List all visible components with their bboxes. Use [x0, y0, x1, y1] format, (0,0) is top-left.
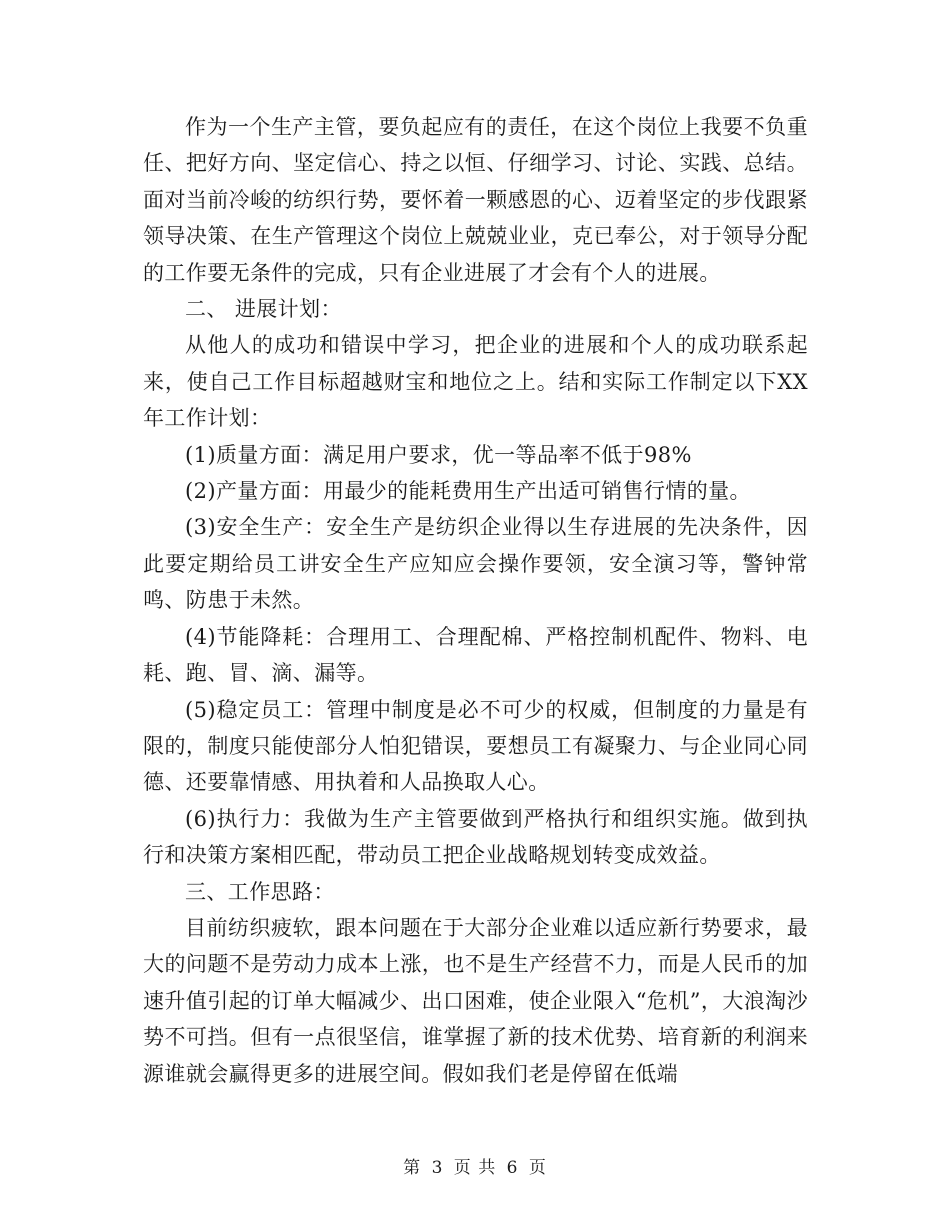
- list-item-execution: (6)执行力：我做为生产主管要做到严格执行和组织实施。做到执行和决策方案相匹配，带动员工把企业战略规划转变成效益。: [143, 806, 808, 868]
- list-item-energy: (4)节能降耗：合理用工、合理配棉、严格控制机配件、物料、电耗、跑、冒、滴、漏等。: [143, 624, 808, 686]
- paragraph-learning: 从他人的成功和错误中学习，把企业的进展和个人的成功联系起来，使自己工作目标超越财宝和地位之上。结和实际工作制定以下XX年工作计划：: [143, 333, 808, 431]
- footer-suffix: 页: [528, 1158, 547, 1178]
- footer-middle: 页 共: [453, 1158, 497, 1178]
- footer-total-pages: 6: [506, 1158, 519, 1178]
- list-item-output: (2)产量方面：用最少的能耗费用生产出适可销售行情的量。: [185, 479, 751, 504]
- list-item-staff: (5)稳定员工：管理中制度是必不可少的权威，但制度的力量是有限的，制度只能使部分人怕犯错误，要想员工有凝聚力、与企业同心同德、还要靠情感、用执着和人品换取人心。: [143, 697, 808, 795]
- footer-prefix: 第: [403, 1158, 422, 1178]
- heading-work-approach: 三、工作思路：: [185, 879, 335, 904]
- heading-development-plan: 二、 进展计划：: [185, 297, 342, 322]
- paragraph-textile-market: 目前纺织疲软，跟本问题在于大部分企业难以适应新行势要求，最大的问题不是劳动力成本上涨，也不是生产经营不力，而是人民币的加速升值引起的订单大幅减少、出口困难，使企业限入“危机”，大浪淘沙势不可挡。但有一点很坚信，谁掌握了新的技术优势、培育新的利润来源谁就会赢得更多的进展空间。假如我们老是停留在低端: [143, 915, 808, 1086]
- list-item-safety: (3)安全生产：安全生产是纺织企业得以生存进展的先决条件，因此要定期给员工讲安全生产应知应会操作要领，安全演习等，警钟常鸣、防患于未然。: [143, 515, 808, 613]
- footer-current-page: 3: [431, 1158, 444, 1178]
- list-item-quality: (1)质量方面：满足用户要求，优一等品率不低于98%: [185, 442, 692, 467]
- paragraph-responsibility: 作为一个生产主管，要负起应有的责任，在这个岗位上我要不负重任、把好方向、坚定信心、持之以恒、仔细学习、讨论、实践、总结。面对当前冷峻的纺织行势，要怀着一颗感恩的心、迈着坚定的步伐跟紧领导决策、在生产管理这个岗位上兢兢业业，克已奉公，对于领导分配的工作要无条件的完成，只有企业进展了才会有个人的进展。: [143, 115, 808, 285]
- document-body: [143, 109, 808, 1092]
- page-number-footer: [0, 1153, 950, 1178]
